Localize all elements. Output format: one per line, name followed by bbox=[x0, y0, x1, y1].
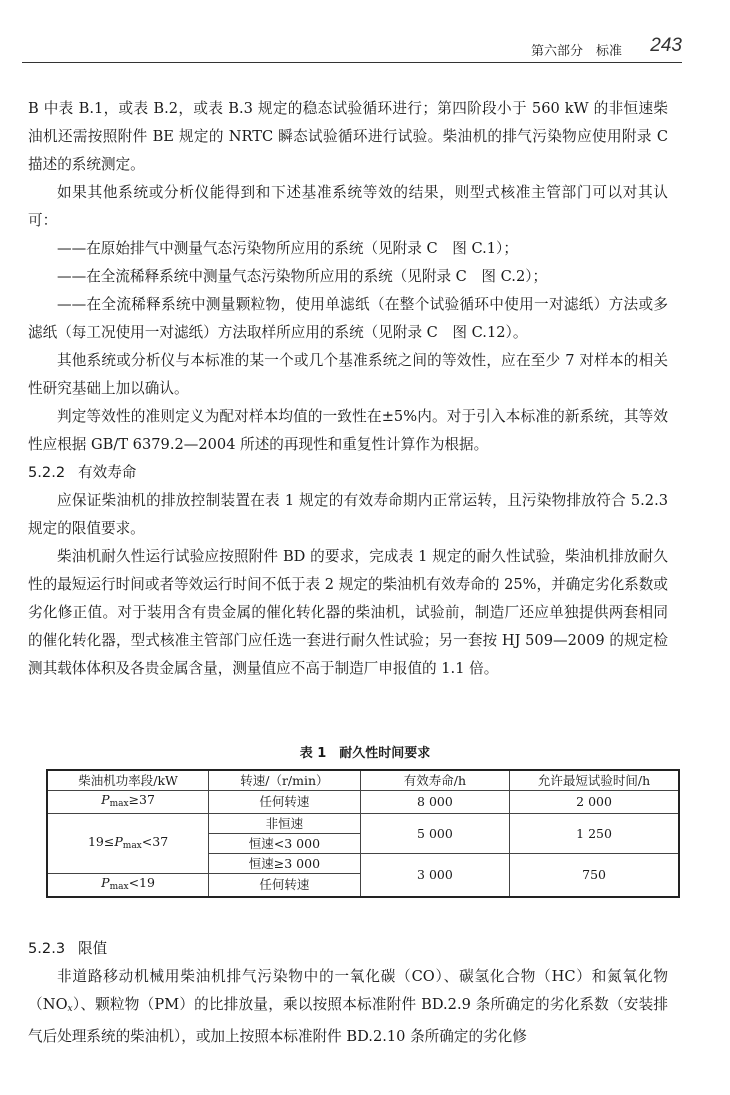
min-time-cell: 1 250 bbox=[510, 814, 679, 854]
subscript-x: x bbox=[67, 1004, 73, 1014]
table-row bbox=[47, 791, 679, 814]
section-5-2-3 bbox=[28, 935, 668, 1051]
life-cell: 5 000 bbox=[360, 814, 509, 854]
page-header bbox=[22, 34, 682, 63]
life-cell: 8 000 bbox=[360, 791, 509, 814]
section-title: 有效寿命 bbox=[78, 464, 137, 481]
speed-cell: 任何转速 bbox=[209, 874, 361, 898]
table-row bbox=[47, 814, 679, 834]
life-cell: 3 000 bbox=[360, 854, 509, 898]
p-symbol: P bbox=[101, 875, 110, 890]
p-subscript: max bbox=[109, 882, 129, 892]
list-item: ——在全流稀释系统中测量颗粒物，使用单滤纸（在整个试验循环中使用一对滤纸）方法或多滤纸（每工况使用一对滤纸）方法取样所应用的系统（见附录 C 图 C.12）。 bbox=[28, 296, 668, 341]
p-symbol: P bbox=[101, 792, 110, 807]
paragraph: B 中表 B.1，或表 B.2，或表 B.3 规定的稳态试验循环进行；第四阶段小于 560 kW 的非恒速柴油机还需按照附件 BE 规定的 NRTC 瞬态试验循环进行试验。柴油机的排气污染物应使用附录 C 描述的系统测定。 bbox=[28, 100, 668, 173]
list-item: ——在全流稀释系统中测量气态污染物所应用的系统（见附录 C 图 C.2）； bbox=[57, 268, 548, 285]
table-header-cell: 允许最短试验时间/h bbox=[510, 770, 679, 791]
paragraph: 判定等效性的准则定义为配对样本均值的一致性在±5%内。对于引入本标准的新系统，其等效性应根据 GB/T 6379.2—2004 所述的再现性和重复性计算作为根据。 bbox=[28, 408, 668, 453]
header-section-title: 第六部分 标准 bbox=[530, 44, 622, 59]
paragraph bbox=[28, 963, 668, 1051]
paragraph-text: ）、颗粒物（PM）的比排放量，乘以按照本标准附件 BD.2.9 条所确定的劣化系数（安装排气后处理系统的柴油机），或加上按照本标准附件 BD.2.10 条所确定的劣化修 bbox=[28, 996, 669, 1045]
power-cell bbox=[47, 874, 209, 898]
list-item: ——在原始排气中测量气态污染物所应用的系统（见附录 C 图 C.1）； bbox=[57, 240, 518, 257]
section-number: 5.2.2 bbox=[28, 464, 66, 481]
table-caption: 表 1 耐久性时间要求 bbox=[299, 746, 431, 761]
power-cell bbox=[47, 791, 209, 814]
page-number: 243 bbox=[650, 35, 682, 56]
min-time-cell: 750 bbox=[510, 854, 679, 898]
p-subscript: max bbox=[122, 840, 142, 851]
table-header-cell: 有效寿命/h bbox=[360, 770, 509, 791]
durability-table bbox=[46, 769, 680, 898]
durability-table-wrapper bbox=[46, 769, 680, 898]
speed-cell: 恒速<3 000 bbox=[209, 834, 361, 854]
table-header-row bbox=[47, 770, 679, 791]
p-subscript: max bbox=[109, 799, 129, 809]
p-symbol: P bbox=[114, 833, 123, 849]
paragraph: 如果其他系统或分析仪能得到和下述基准系统等效的结果，则型式核准主管部门可以对其认可： bbox=[28, 184, 668, 229]
power-cell bbox=[47, 814, 209, 874]
speed-cell: 任何转速 bbox=[209, 791, 361, 814]
section-title: 限值 bbox=[78, 940, 108, 957]
paragraph: 应保证柴油机的排放控制装置在表 1 规定的有效寿命期内正常运转，且污染物排放符合 5.2.3 规定的限值要求。 bbox=[28, 492, 668, 537]
paragraph: 其他系统或分析仪与本标准的某一个或几个基准系统之间的等效性，应在至少 7 对样本的相关性研究基础上加以确认。 bbox=[28, 352, 668, 397]
page-body bbox=[28, 95, 668, 683]
section-heading-5-2-2 bbox=[28, 459, 668, 487]
paragraph: 柴油机耐久性运行试验应按照附件 BD 的要求，完成表 1 规定的耐久性试验，柴油机排放耐久性的最短运行时间或者等效运行时间不低于表 2 规定的柴油机有效寿命的 25%，并确定劣化系数或劣化修正值。对于装用含有贵金属的催化转化器的柴油机，试验前，制造厂还应单独提供两套相同的催化转化器，型式核准主管部门应任选一套进行耐久性试验；另一套按 HJ 509—2009 的规定检测其载体体积及各贵金属含量，测量值应不高于制造厂申报值的 1.1 倍。 bbox=[28, 548, 668, 677]
table-header-cell: 转速/（r/min） bbox=[209, 770, 361, 791]
speed-cell: 恒速≥3 000 bbox=[209, 854, 361, 874]
speed-cell: 非恒速 bbox=[209, 814, 361, 834]
section-heading-5-2-3 bbox=[28, 935, 668, 963]
power-range-prefix: 19≤ bbox=[87, 833, 115, 849]
power-range: <19 bbox=[128, 875, 155, 890]
section-number: 5.2.3 bbox=[28, 940, 66, 957]
min-time-cell: 2 000 bbox=[510, 791, 679, 814]
paragraph-text: 非道路移动机械用柴油机排气污染物中的一氧化碳（CO）、碳氢化合物（HC）和氮氧化物（NO bbox=[28, 968, 668, 1013]
power-range: <37 bbox=[141, 833, 169, 849]
table-header-cell: 柴油机功率段/kW bbox=[47, 770, 209, 791]
power-range: ≥37 bbox=[128, 792, 155, 807]
